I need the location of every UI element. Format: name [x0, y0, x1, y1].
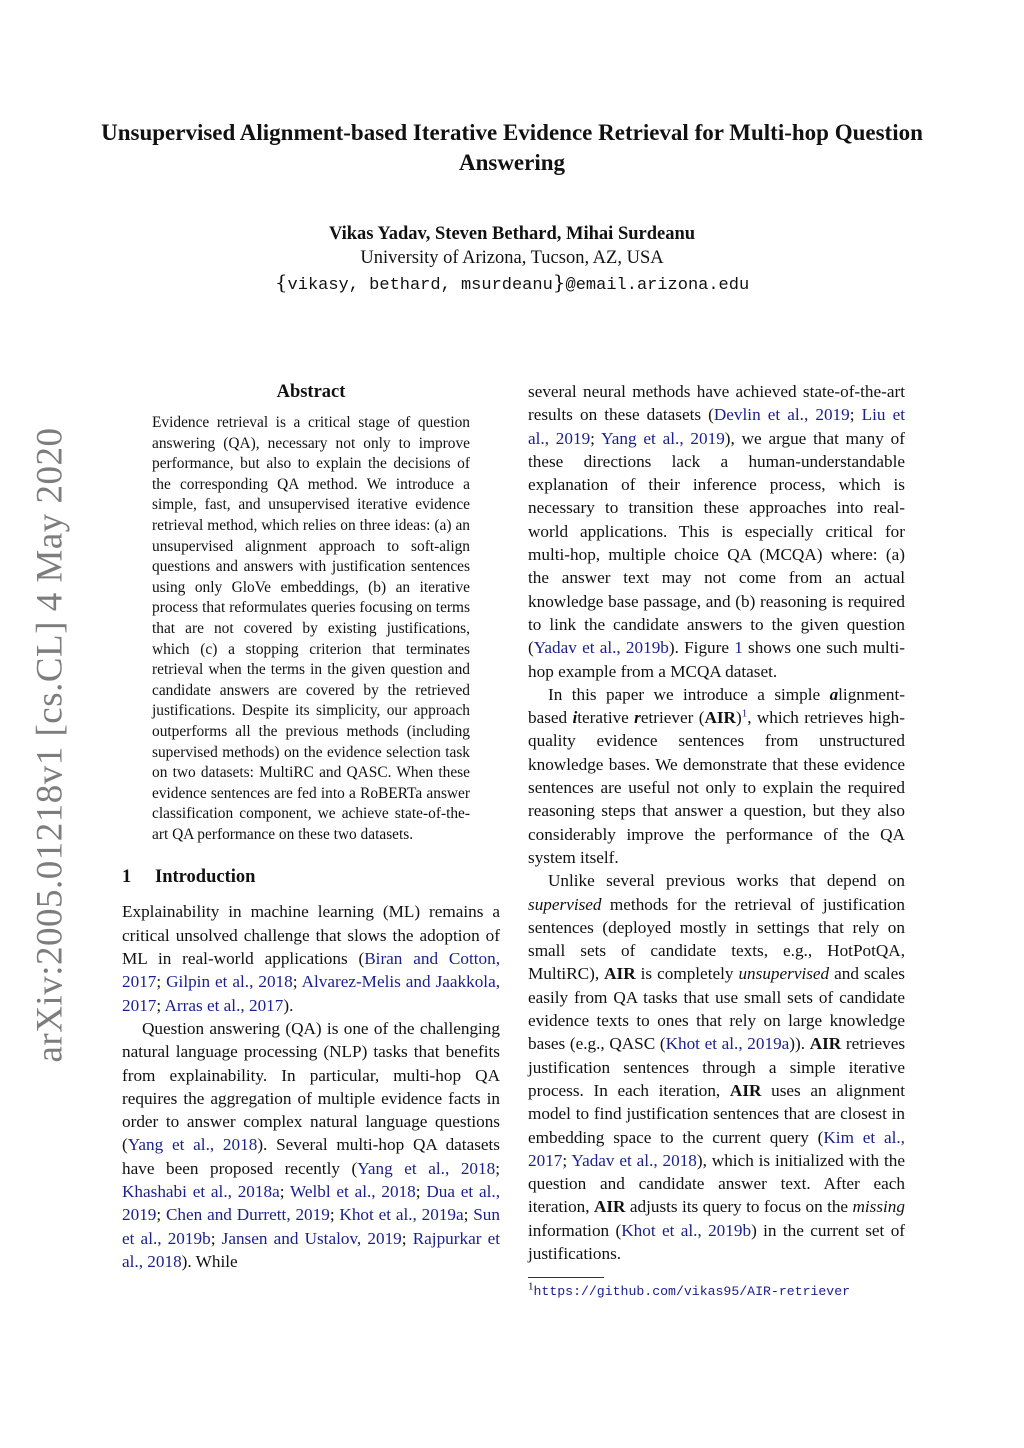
footnote-marker[interactable]: 1	[741, 707, 748, 720]
section-title: Introduction	[155, 867, 256, 888]
citation[interactable]: Khot et al., 2019a	[665, 1034, 790, 1054]
left-column	[122, 380, 500, 1273]
citation[interactable]: Jansen and Ustalov, 2019	[221, 1228, 402, 1248]
footnote-rule	[528, 1277, 604, 1278]
intro-paragraph-2: Question answering (QA) is one of the challenging natural language processing (NLP) tasks that benefits from explainability. In particular, multi-hop QA requires the aggregation of multiple evidence facts in order to answer complex natural language questions (Yang et al., 2018). Several multi-hop QA datasets have been proposed recently (Yang et al., 2018; Khashabi et al., 2018a; Welbl et al., 2018; Dua et al., 2019; Chen and Durrett, 2019; Khot et al., 2019a; Sun et al., 2019b; Jansen and Ustalov, 2019; Rajpurkar et al., 2018). While	[122, 1018, 500, 1271]
footnote-number: 1	[528, 1280, 534, 1293]
citation[interactable]: Welbl et al., 2018	[289, 1182, 416, 1202]
abstract-text: Evidence retrieval is a critical stage of question answering (QA), necessary not only to improve performance, but also to explain the decisions of the corresponding QA method. We introduce a simple, fast, and unsupervised iterative evidence retrieval method, which relies on three ideas: (a) an unsupervised alignment approach to soft-align questions and answers with justification sentences using only GloVe embeddings, (b) an iterative process that reformulates queries focusing on terms that are not covered by existing justifications, which (c) a stopping criterion that terminates retrieval when the terms in the given question and candidate answers are covered by the retrieved justifications. Despite its simplicity, our approach outperforms all the previous methods (including supervised methods) on the evidence selection task on two datasets: MultiRC and QASC. When these evidence sentences are fed into a RoBERTa answer classification component, we achieve state-of-the-art QA performance on these two datasets.	[152, 414, 470, 843]
section-heading-introduction	[122, 865, 500, 889]
email: {vikasy, bethard, msurdeanu}@email.arizona.edu	[274, 270, 750, 295]
citation[interactable]: Yang et al., 2018	[357, 1158, 496, 1178]
paper-title: Unsupervised Alignment-based Iterative Evidence Retrieval for Multi-hop Question Answering	[101, 120, 923, 175]
footnote-url[interactable]: https://github.com/vikas95/AIR-retriever	[533, 1284, 851, 1300]
citation[interactable]: Biran and Cotton, 2017	[122, 949, 500, 992]
citation[interactable]: Gilpin et al., 2018	[166, 972, 293, 992]
section-number: 1	[122, 867, 132, 888]
citation[interactable]: Kim et al., 2017	[528, 1127, 905, 1170]
citation[interactable]: Khashabi et al., 2018a	[122, 1182, 280, 1202]
citation[interactable]: Yang et al., 2019	[601, 428, 725, 448]
footnote	[528, 1282, 905, 1300]
email-domain: @email.arizona.edu	[565, 276, 750, 295]
citation[interactable]: Rajpurkar et al., 2018	[122, 1228, 500, 1271]
citation[interactable]: Devlin et al., 2019	[713, 405, 850, 425]
intro-paragraph-1: Explainability in machine learning (ML) remains a critical unsolved challenge that slows the adoption of ML in real-world applications (Biran and Cotton, 2017; Gilpin et al., 2018; Alvarez-Melis and Jaakkola, 2017; Arras et al., 2017).	[122, 902, 501, 1015]
citation[interactable]: Yang et al., 2018	[127, 1135, 258, 1155]
citation[interactable]: Sun et al., 2019b	[122, 1205, 500, 1248]
right-paragraph-1: several neural methods have achieved state-of-the-art results on these datasets (Devlin et al., 2019; Liu et al., 2019; Yang et al., 2019), we argue that many of these directions lack a human-understandable explanation of their inference process, which is necessary to transition these approaches into real-world applications. This is especially critical for multi-hop, multiple choice QA (MCQA) where: (a) the answer text may not come from an actual knowledge base passage, and (b) reasoning is required to link the candidate answers to the given question (Yadav et al., 2019b). Figure 1 shows one such multi-hop example from a MCQA dataset.	[528, 382, 905, 681]
citation[interactable]: Yadav et al., 2019b	[533, 638, 669, 658]
abstract-heading: Abstract	[276, 382, 346, 402]
citation[interactable]: Liu et al., 2019	[528, 405, 905, 448]
citation[interactable]: Khot et al., 2019a	[339, 1205, 464, 1225]
right-column	[528, 380, 905, 1300]
author-block	[100, 222, 924, 298]
right-paragraph-3: Unlike several previous works that depend on supervised methods for the retrieval of justification sentences (deployed mostly in settings that rely on small sets of candidate texts, e.g., HotPotQA, MultiRC), AIR is completely unsupervised and scales easily from QA tasks that use small sets of candidate evidence texts to ones that rely on large knowledge bases (e.g., QASC (Khot et al., 2019a)). AIR retrieves justification sentences through a simple iterative process. In each iteration, AIR uses an alignment model to find justification sentences that are closest in embedding space to the current query (Kim et al., 2017; Yadav et al., 2018), which is initialized with the question and candidate answer text. After each iteration, AIR adjusts its query to focus on the missing information (Khot et al., 2019b) in the current set of justifications.	[528, 871, 906, 1263]
right-paragraph-2: In this paper we introduce a simple alignment-based iterative retriever (AIR)$^1$, which retrieves high-quality evidence sentences from unstructured knowledge bases. We demonstrate that these evidence sentences are useful not only to explain the required reasoning steps that answer a question, but they also considerably improve the performance of the QA system itself.	[528, 684, 906, 867]
citation[interactable]: Yadav et al., 2018	[571, 1150, 697, 1170]
citation[interactable]: Arras et al., 2017	[164, 995, 284, 1015]
arxiv-stamp: arXiv:2005.01218v1 [cs.CL] 4 May 2020	[29, 427, 71, 1063]
author-names: Vikas Yadav, Steven Bethard, Mihai Surdeanu	[328, 224, 696, 244]
citation[interactable]: Chen and Durrett, 2019	[165, 1205, 330, 1225]
citation[interactable]: Khot et al., 2019b	[621, 1220, 752, 1240]
citation[interactable]: Alvarez-Melis and Jaakkola, 2017	[122, 972, 501, 1015]
citation[interactable]: Dua et al., 2019	[122, 1182, 500, 1225]
email-users: vikasy, bethard, msurdeanu	[287, 276, 553, 295]
affiliation: University of Arizona, Tucson, AZ, USA	[360, 248, 664, 268]
figure-reference[interactable]: 1	[734, 638, 743, 658]
